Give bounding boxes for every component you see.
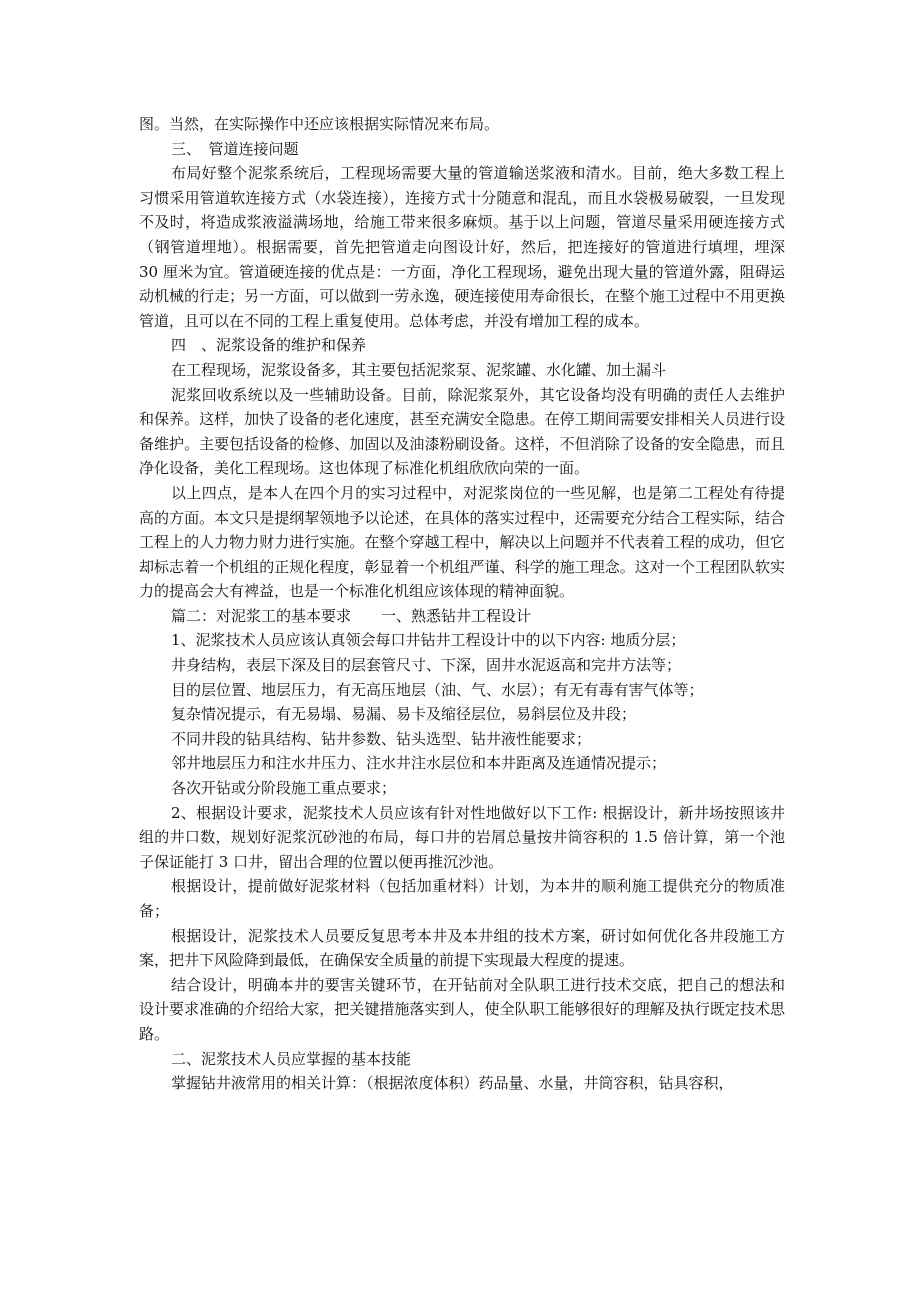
list-item: 目的层位置、地层压力，有无高压地层（油、气、水层）；有无有毒有害气体等； <box>171 680 704 699</box>
list-item: 各次开钻或分阶段施工重点要求； <box>171 779 397 798</box>
paragraph: 在工程现场，泥浆设备多，其主要包括泥浆泵、泥浆罐、水化罐、加土漏斗 <box>171 360 667 379</box>
paragraph-continuation: 图。当然，在实际操作中还应该根据实际情况来布局。 <box>139 115 500 133</box>
list-item: 邻井地层压力和注水井压力、注水井注水层位和本井距离及连通情况提示； <box>171 754 667 773</box>
paragraph: 2、根据设计要求，泥浆技术人员应该有针对性地做好以下工作: 根据设计，新井场按照该井组的井口数，规划好泥浆沉砂池的布局，每口井的岩屑总量按井筒容积的 1.5 倍计算，第一个池子保证能打 3 口井，留出合理的位置以便再推沉沙池。 <box>139 803 785 871</box>
section-heading-equipment-maintenance: 四 、泥浆设备的维护和保养 <box>171 336 367 355</box>
paragraph: 根据设计，泥浆技术人员要反复思考本井及本井组的技术方案，研讨如何优化各井段施工方案，把井下风险降到最低，在确保安全质量的前提下实现最大程度的提速。 <box>139 926 785 970</box>
paragraph: 以上四点，是本人在四个月的实习过程中，对泥浆岗位的一些见解，也是第二工程处有待提高的方面。本文只是提纲挈领地予以论述，在具体的落实过程中，还需要充分结合工程实际，结合工程上的人力物力财力进行实施。在整个穿越工程中，解决以上问题并不代表着工程的成功，但它却标志着一个机组的正规化程度，彰显着一个机组严谨、科学的施工理念。这对一个工程团队软实力的提高会大有裨益，也是一个标准化机组应该体现的精神面貌。 <box>139 483 785 601</box>
paragraph: 结合设计，明确本井的要害关键环节，在开钻前对全队职工进行技术交底，把自己的想法和设计要求准确的介绍给大家，把关键措施落实到人，使全队职工能够很好的理解及执行既定技术思路。 <box>139 975 785 1043</box>
paragraph: 根据设计，提前做好泥浆材料（包括加重材料）计划，为本井的顺利施工提供充分的物质准备； <box>139 877 785 920</box>
section-heading-pipe-connection: 三、 管道连接问题 <box>171 139 299 158</box>
list-item: 1、泥浆技术人员应该认真领会每口井钻井工程设计中的以下内容: 地质分层； <box>171 631 686 650</box>
section-heading-basic-skills: 二、泥浆技术人员应掌握的基本技能 <box>171 1049 412 1068</box>
paragraph: 泥浆回收系统以及一些辅助设备。目前，除泥浆泵外，其它设备均没有明确的责任人去维护和保养。这样，加快了设备的老化速度，甚至充满安全隐患。在停工期间需要安排相关人员进行设备维护。主要包括设备的检修、加固以及油漆粉刷设备。这样，不但消除了设备的安全隐患，而且净化设备，美化工程现场。这也体现了标准化机组欣欣向荣的一面。 <box>139 385 785 478</box>
article-two-heading: 篇二：对泥浆工的基本要求 一、熟悉钻井工程设计 <box>171 606 532 625</box>
list-item: 不同井段的钻具结构、钻井参数、钻头选型、钻井液性能要求； <box>171 729 592 748</box>
document-body <box>139 112 785 1096</box>
list-item: 复杂情况提示，有无易塌、易漏、易卡及缩径层位，易斜层位及井段； <box>171 705 637 724</box>
paragraph: 掌握钻井液常用的相关计算：（根据浓度体积）药品量、水量，井筒容积，钻具容积， <box>171 1074 734 1093</box>
paragraph: 布局好整个泥浆系统后，工程现场需要大量的管道输送浆液和清水。目前，绝大多数工程上习惯采用管道软连接方式（水袋连接），连接方式十分随意和混乱，而且水袋极易破裂，一旦发现不及时，将造成浆液溢满场地，给施工带来很多麻烦。基于以上问题，管道尽量采用硬连接方式（钢管道埋地）。根据需要，首先把管道走向图设计好，然后，把连接好的管道进行填埋，埋深 30 厘米为宜。管道硬连接的优点是：一方面，净化工程现场，避免出现大量的管道外露，阻碍运动机械的行走；另一方面，可以做到一劳永逸，硬连接使用寿命很长，在整个施工过程中不用更换管道，且可以在不同的工程上重复使用。总体考虑，并没有增加工程的成本。 <box>139 164 785 330</box>
list-item: 井身结构，表层下深及目的层套管尺寸、下深，固井水泥返高和完井方法等； <box>171 656 682 675</box>
